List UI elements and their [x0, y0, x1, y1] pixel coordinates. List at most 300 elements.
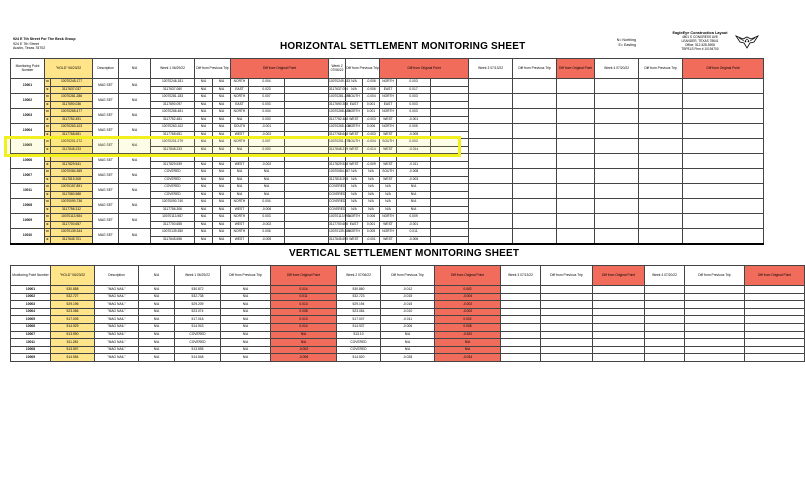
week1-diff-prev: N/A [221, 316, 271, 324]
week1-diff-prev: N/A [213, 124, 231, 132]
na-cell: N/A [119, 139, 151, 154]
week2-orig-dir: N/A [380, 191, 397, 199]
vertical-sheet-title: VERTICAL SETTLEMENT MONITORING SHEET [289, 248, 520, 259]
week1-direction: SOUTH [231, 124, 249, 132]
empty-cell [593, 286, 645, 294]
empty-cell [513, 229, 557, 244]
empty-cell [639, 199, 683, 214]
week2-orig-val: N/A [397, 191, 431, 199]
hold-easting: 3117829.541 [51, 161, 93, 169]
week2-prev-dir: N/A [346, 206, 363, 214]
week2-northing: COVERED [329, 184, 346, 192]
vertical-settlement-table [10, 265, 805, 362]
empty-cell [541, 331, 593, 339]
na-cell: N/A [139, 339, 175, 347]
hold-northing: 10070149.978 [51, 154, 93, 162]
empty-cell [593, 301, 645, 309]
week2-elevation: COVERED [337, 339, 381, 347]
empty-cell [541, 301, 593, 309]
week2-orig-dir: SOUTH [380, 154, 397, 162]
empty-cell [595, 139, 639, 154]
column-header: Diff from Previous Trip [513, 59, 557, 79]
week1-spacer [285, 184, 329, 192]
empty-cell [513, 94, 557, 109]
week1-diff-orig: N/A [249, 191, 285, 199]
hold-easting: 3117690.036 [51, 101, 93, 109]
week2-northing: 10070113.993 [329, 214, 346, 222]
week1-spacer [285, 86, 329, 94]
week1-northing: 10070139.350 [151, 229, 195, 237]
empty-cell [685, 293, 745, 301]
week2-northing: 10070201.275 [329, 139, 346, 147]
empty-cell [685, 286, 745, 294]
easting-label: E [45, 86, 51, 94]
week2-prev-dir: N/A [346, 191, 363, 199]
empty-cell [541, 316, 593, 324]
table-row [11, 124, 764, 132]
hold-easting: 3117815.308 [51, 176, 93, 184]
column-header: Diff from Previous Trip [346, 59, 380, 79]
week2-prev-val: N/A [363, 176, 380, 184]
week2-easting: 3117815.295 [329, 176, 346, 184]
empty-cell [645, 339, 685, 347]
week1-direction: EAST [231, 86, 249, 94]
point-number: 10003 [11, 301, 51, 309]
point-number: 10001 [11, 79, 45, 94]
northing-label: N [45, 169, 51, 177]
week1-diff-prev: N/A [195, 206, 213, 214]
na-cell: N/A [119, 79, 151, 94]
empty-cell [595, 79, 639, 94]
empty-cell [639, 229, 683, 244]
week1-diff-orig: N/A [249, 169, 285, 177]
empty-cell [501, 301, 541, 309]
week1-northing: 10070201.279 [151, 139, 195, 147]
table-row [11, 109, 764, 117]
week2-orig-dir: NORTH [380, 229, 397, 237]
hold-elevation: 513.590 [51, 331, 95, 339]
column-header: Diff from Original Point [435, 266, 501, 286]
week2-prev-dir: NORTH [346, 214, 363, 222]
week2-prev-dir: SOUTH [346, 94, 363, 102]
empty-cell [595, 229, 639, 244]
hold-easting: 3117637.037 [51, 86, 93, 94]
week1-northing: 10070113.987 [151, 214, 195, 222]
table-row [11, 339, 805, 347]
point-number: 10008 [11, 346, 51, 354]
week2-prev-val: N/A [363, 199, 380, 207]
empty-cell [593, 354, 645, 362]
column-header: "HOLD" 06/23/22 [51, 266, 95, 286]
horizontal-sheet-title: HORIZONTAL SETTLEMENT MONITORING SHEET [280, 41, 526, 52]
na-cell: N/A [119, 154, 151, 169]
week2-northing: 10070139.355 [329, 229, 346, 237]
week1-diff-orig: N/A [271, 339, 337, 347]
column-header: Diff from Previous Trip [639, 59, 683, 79]
empty-cell [557, 139, 595, 154]
week1-diff-prev: N/A [221, 331, 271, 339]
column-header: Diff from Original Point [683, 59, 764, 79]
week1-easting: 3117752.481 [151, 116, 195, 124]
company-name: EagleEye Construction Layout [672, 31, 728, 35]
week1-diff-prev: N/A [213, 236, 231, 244]
column-header: Diff from Previous Trip [221, 266, 271, 286]
company-line: LEANDER, TEXAS 78641 [681, 38, 719, 43]
empty-cell [469, 154, 513, 169]
column-header: Description [95, 266, 139, 286]
week2-prev-dir: WEST [346, 236, 363, 244]
empty-cell [645, 331, 685, 339]
hold-easting: 3117848.233 [51, 146, 93, 154]
description: MAG SET [93, 109, 119, 124]
week1-diff-orig: -0.002 [249, 161, 285, 169]
hold-northing: 10070245.177 [51, 79, 93, 87]
empty-cell [745, 308, 805, 316]
week1-direction: N/A [231, 116, 249, 124]
empty-cell [645, 286, 685, 294]
week1-diff-prev: N/A [213, 161, 231, 169]
company-line: Office: 512-528-5908 [685, 42, 715, 47]
week1-diff-orig: N/A [249, 184, 285, 192]
hold-elevation: 511.281 [51, 339, 95, 347]
week2-orig-val: -0.001 [397, 116, 431, 124]
table-row [11, 79, 764, 87]
empty-cell [513, 169, 557, 184]
column-header: Description [93, 59, 119, 79]
week2-prev-val: 0.001 [363, 109, 380, 117]
week2-diff-orig: -0.004 [435, 293, 501, 301]
week1-diff-prev: N/A [221, 354, 271, 362]
week2-prev-dir: N/A [346, 169, 363, 177]
week2-diff-prev: N/A [381, 339, 435, 347]
column-header: Week 1 06/29/22 [151, 59, 195, 79]
week1-diff-prev: N/A [213, 109, 231, 117]
week1-diff-orig: 0.023 [249, 86, 285, 94]
week1-diff-prev: N/A [221, 346, 271, 354]
week2-easting: COVERED [329, 206, 346, 214]
week1-direction: NORTH [231, 199, 249, 207]
na-cell: N/A [119, 109, 151, 124]
week2-diff-orig: 0.008 [435, 323, 501, 331]
empty-cell [501, 346, 541, 354]
week1-diff-prev: N/A [195, 236, 213, 244]
point-number: 10002 [11, 293, 51, 301]
week1-spacer [285, 229, 329, 237]
na-cell: N/A [139, 331, 175, 339]
week2-prev-val: 0.006 [363, 124, 380, 132]
week2-diff-prev: -0.006 [381, 323, 435, 331]
week2-elevation: 529.194 [337, 301, 381, 309]
description: MAG SET [93, 184, 119, 199]
week2-orig-dir: NORTH [380, 94, 397, 102]
week2-orig-val: -0.008 [397, 169, 431, 177]
description: MAG SET [93, 214, 119, 229]
week2-orig-dir: WEST [380, 221, 397, 229]
table-row [11, 169, 764, 177]
na-cell: N/A [119, 199, 151, 214]
week1-spacer [285, 94, 329, 102]
empty-cell [541, 308, 593, 316]
week1-northing: 10070266.481 [151, 109, 195, 117]
empty-cell [557, 229, 595, 244]
week2-diff-prev: N/A [381, 331, 435, 339]
week2-prev-dir: N/A [346, 184, 363, 192]
point-number: 10005 [11, 316, 51, 324]
week2-orig-val: 0.003 [397, 109, 431, 117]
week1-spacer [285, 214, 329, 222]
week1-northing: COVERED [151, 169, 195, 177]
description: MAG SET [93, 169, 119, 184]
project-address-line: 924 E 7th Street [13, 41, 39, 46]
table-row [11, 199, 764, 207]
point-number: 10010 [11, 229, 45, 244]
week2-prev-val: -0.006 [363, 86, 380, 94]
week2-prev-dir: WEST [346, 116, 363, 124]
empty-cell [557, 199, 595, 214]
description: "MAG NAIL" [95, 293, 139, 301]
week1-direction: NORTH [231, 139, 249, 147]
description: "MAG NAIL" [95, 331, 139, 339]
hold-elevation: 530.858 [51, 286, 95, 294]
week2-diff-prev: -0.015 [381, 293, 435, 301]
week1-diff-prev: N/A [213, 214, 231, 222]
week1-elevation: 523.074 [175, 308, 221, 316]
week2-prev-dir: NORTH [346, 124, 363, 132]
empty-cell [745, 354, 805, 362]
point-number: 10004 [11, 308, 51, 316]
week2-diff-prev: -0.012 [381, 286, 435, 294]
week2-diff-orig: 0.002 [435, 286, 501, 294]
week2-prev-val: N/A [363, 206, 380, 214]
empty-cell [645, 293, 685, 301]
na-cell: N/A [139, 293, 175, 301]
column-header: Monitoring Point Number [11, 266, 51, 286]
hold-easting: 3117768.651 [51, 131, 93, 139]
week2-spacer [431, 221, 469, 229]
week1-diff-prev: N/A [213, 116, 231, 124]
week2-orig-dir: SOUTH [380, 139, 397, 147]
week2-orig-dir: NORTH [380, 79, 397, 87]
week1-diff-prev: N/A [221, 286, 271, 294]
table-row [11, 301, 805, 309]
easting-label: E [45, 131, 51, 139]
empty-cell [513, 184, 557, 199]
empty-cell [513, 199, 557, 214]
empty-cell [593, 339, 645, 347]
week1-diff-prev: N/A [195, 109, 213, 117]
description: "MAG NAIL" [95, 301, 139, 309]
hold-elevation: 517.005 [51, 316, 95, 324]
empty-cell [557, 184, 595, 199]
week2-orig-val: 0.003 [397, 139, 431, 147]
easting-label: E [45, 116, 51, 124]
week1-diff-prev: N/A [213, 229, 231, 237]
easting-label: E [45, 146, 51, 154]
week2-prev-dir: SOUTH [346, 154, 363, 162]
week1-diff-prev: N/A [213, 169, 231, 177]
week2-spacer [431, 191, 469, 199]
empty-cell [593, 293, 645, 301]
week1-elevation: 514.943 [175, 323, 221, 331]
week2-prev-dir: NORTH [346, 229, 363, 237]
week2-prev-val: 0.001 [363, 101, 380, 109]
point-number: 10008 [11, 199, 45, 214]
table-row [11, 293, 805, 301]
week1-easting: 3117700.655 [151, 221, 195, 229]
legend [608, 38, 636, 47]
week2-orig-dir: NORTH [380, 109, 397, 117]
week1-direction: N/A [231, 146, 249, 154]
empty-cell [469, 169, 513, 184]
empty-cell [683, 154, 764, 169]
empty-cell [557, 79, 595, 94]
empty-cell [595, 169, 639, 184]
week2-prev-dir: WEST [346, 146, 363, 154]
column-header: Diff from Original Point [271, 266, 337, 286]
northing-label: N [45, 214, 51, 222]
week1-diff-prev: N/A [213, 206, 231, 214]
week2-spacer [431, 86, 469, 94]
section-divider [10, 243, 764, 245]
week1-diff-orig: 0.011 [271, 293, 337, 301]
week2-diff-orig: N/A [435, 346, 501, 354]
week1-elevation: 517.018 [175, 316, 221, 324]
week2-prev-val: -0.004 [363, 139, 380, 147]
week2-diff-orig: -0.002 [435, 301, 501, 309]
week2-spacer [431, 94, 469, 102]
description: MAG SET [93, 139, 119, 154]
week2-easting: 3117848.219 [329, 146, 346, 154]
week2-prev-dir: EAST [346, 101, 363, 109]
hold-elevation: 514.929 [51, 323, 95, 331]
empty-cell [683, 109, 764, 124]
week1-diff-prev: N/A [213, 146, 231, 154]
column-header: Week 2 07/06/22 [337, 266, 381, 286]
week2-spacer [431, 109, 469, 117]
description: "MAG NAIL" [95, 286, 139, 294]
week1-direction: N/A [231, 176, 249, 184]
week1-northing: 10070149.978 [151, 154, 195, 162]
hold-easting: 3117580.588 [51, 191, 93, 199]
empty-cell [639, 109, 683, 124]
week1-diff-prev: N/A [195, 176, 213, 184]
week1-northing: 10070246.181 [151, 79, 195, 87]
column-header: Week 2 07/06/22 [329, 59, 346, 79]
empty-cell [595, 154, 639, 169]
column-header: N/A [139, 266, 175, 286]
week1-diff-prev: N/A [195, 116, 213, 124]
week2-prev-val: N/A [363, 191, 380, 199]
easting-label: E [45, 161, 51, 169]
week2-orig-dir: EAST [380, 101, 397, 109]
week2-orig-dir: EAST [380, 86, 397, 94]
week2-prev-dir: N/A [346, 176, 363, 184]
point-number: 10009 [11, 354, 51, 362]
week1-diff-orig: -0.001 [249, 124, 285, 132]
week2-prev-dir: N/A [346, 79, 363, 87]
hold-northing: 10070084.365 [51, 169, 93, 177]
description: "MAG NAIL" [95, 354, 139, 362]
empty-cell [593, 323, 645, 331]
week1-easting: 3117690.097 [151, 101, 195, 109]
week1-direction: WEST [231, 161, 249, 169]
week2-orig-val: -0.011 [397, 161, 431, 169]
empty-cell [513, 79, 557, 94]
northing-label: N [45, 139, 51, 147]
week2-easting: 3117768.648 [329, 131, 346, 139]
week2-orig-dir: NORTH [380, 214, 397, 222]
week1-direction: WEST [231, 131, 249, 139]
week2-orig-dir: WEST [380, 116, 397, 124]
week1-diff-orig: N/A [249, 176, 285, 184]
week2-orig-dir: WEST [380, 146, 397, 154]
week2-elevation: 532.723 [337, 293, 381, 301]
empty-cell [469, 79, 513, 94]
week2-spacer [431, 184, 469, 192]
empty-cell [683, 184, 764, 199]
na-cell: N/A [119, 229, 151, 244]
empty-cell [745, 316, 805, 324]
table-row [11, 214, 764, 222]
empty-cell [645, 316, 685, 324]
week2-prev-val: 0.001 [363, 221, 380, 229]
hold-elevation: 529.196 [51, 301, 95, 309]
hold-easting: 3117752.491 [51, 116, 93, 124]
description: "MAG NAIL" [95, 316, 139, 324]
week1-direction: NORTH [231, 94, 249, 102]
week1-diff-prev: N/A [195, 161, 213, 169]
week1-spacer [285, 206, 329, 214]
week1-spacer [285, 109, 329, 117]
empty-cell [745, 331, 805, 339]
empty-cell [593, 346, 645, 354]
week2-northing: 10070281.289 [329, 94, 346, 102]
week1-direction: N/A [231, 169, 249, 177]
column-header: Diff from Previous Trip [195, 59, 231, 79]
na-cell: N/A [139, 346, 175, 354]
northing-label: N [45, 199, 51, 207]
easting-label: E [45, 191, 51, 199]
empty-cell [745, 346, 805, 354]
empty-cell [595, 109, 639, 124]
week1-diff-prev: N/A [195, 146, 213, 154]
hold-northing: 10070263.103 [51, 124, 93, 132]
week2-easting: 3117637.054 [329, 86, 346, 94]
hold-easting: 3117756.312 [51, 206, 93, 214]
week1-diff-prev: N/A [195, 184, 213, 192]
week1-diff-prev: N/A [213, 191, 231, 199]
empty-cell [639, 124, 683, 139]
hold-northing: 10070201.272 [51, 139, 93, 147]
empty-cell [469, 214, 513, 229]
week1-direction: EAST [231, 101, 249, 109]
week1-elevation: 529.209 [175, 301, 221, 309]
description: MAG SET [93, 229, 119, 244]
hold-elevation: 532.727 [51, 293, 95, 301]
empty-cell [593, 308, 645, 316]
week2-spacer [431, 229, 469, 237]
week1-diff-orig: 0.003 [249, 214, 285, 222]
week2-easting: 3117690.358 [329, 101, 346, 109]
easting-label: E [45, 206, 51, 214]
week2-prev-dir: WEST [346, 131, 363, 139]
table-row [11, 346, 805, 354]
week2-prev-dir: N/A [346, 199, 363, 207]
week2-orig-val: 0.003 [397, 79, 431, 87]
hold-northing: 10070090.736 [51, 199, 93, 207]
column-header: Week 3 07/13/22 [501, 266, 541, 286]
week1-diff-prev: N/A [213, 199, 231, 207]
